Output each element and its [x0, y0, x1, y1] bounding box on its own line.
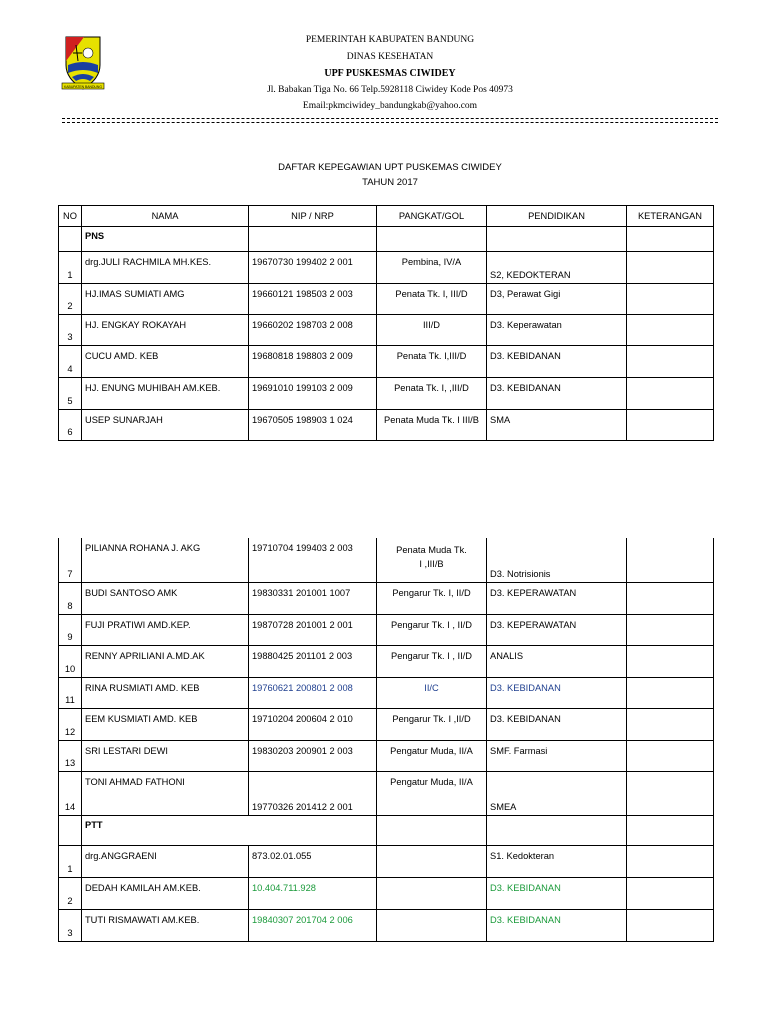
table-row: 6 USEP SUNARJAH 19670505 198903 1 024 Penata Muda Tk. I III/B SMA: [59, 410, 714, 441]
table-row: 8 BUDI SANTOSO AMK 19830331 201001 1007 Pengarur Tk. I, II/D D3. KEPERAWATAN: [59, 582, 714, 614]
table-row: 4 CUCU AMD. KEB 19680818 198803 2 009 Penata Tk. I,III/D D3. KEBIDANAN: [59, 346, 714, 378]
table-row: 1 drg.JULI RACHMILA MH.KES. 19670730 199402 2 001 Pembina, IV/A S2, KEDOKTERAN: [59, 252, 714, 284]
table-row: 2 DEDAH KAMILAH AM.KEB. 10.404.711.928 D3. KEBIDANAN: [59, 877, 714, 909]
table-row: 2 HJ.IMAS SUMIATI AMG 19660121 198503 2 003 Penata Tk. I, III/D D3, Perawat Gigi: [59, 284, 714, 315]
letterhead-department: DINAS KESEHATAN: [346, 52, 434, 62]
table-header-row: [59, 206, 714, 227]
letterhead-email: Email:pkmciwidey_bandungkab@yahoo.com: [302, 101, 478, 111]
table-row: 13 SRI LESTARI DEWI 19830203 200901 2 003 Pengatur Muda, II/A SMF. Farmasi: [59, 740, 714, 771]
staff-table-page-1: [58, 205, 714, 441]
section-row-pns: [59, 227, 714, 252]
header-nip: NIP / NRP: [249, 206, 377, 227]
header-pendidikan: PENDIDIKAN: [487, 206, 627, 227]
letterhead-address: Jl. Babakan Tiga No. 66 Telp.5928118 Ciwidey Kode Pos 40973: [267, 85, 513, 95]
header-keterangan: KETERANGAN: [627, 206, 714, 227]
header-nama: NAMA: [82, 206, 249, 227]
table-row: 3 TUTI RISMAWATI AM.KEB. 19840307 201704 2 006 D3. KEBIDANAN: [59, 909, 714, 941]
table-row: 9 FUJI PRATIWI AMD.KEP. 19870728 201001 2 001 Pengarur Tk. I , II/D D3. KEPERAWATAN: [59, 614, 714, 645]
staff-table-page-2: [58, 538, 714, 942]
document-year: TAHUN 2017: [362, 177, 418, 188]
table-row: 11 RINA RUSMIATI AMD. KEB 19760621 200801 2 008 II/C D3. KEBIDANAN: [59, 677, 714, 708]
letterhead-government: PEMERINTAH KABUPATEN BANDUNG: [305, 35, 475, 45]
table-row: 1 drg.ANGGRAENI 873.02.01.055 S1. Kedokteran: [59, 845, 714, 877]
header-pangkat: PANGKAT/GOL: [377, 206, 487, 227]
kabupaten-bandung-logo: [58, 35, 108, 91]
letterhead-divider: [62, 118, 718, 123]
table-row: 10 RENNY APRILIANI A.MD.AK 19880425 201101 2 003 Pengarur Tk. I , II/D ANALIS: [59, 645, 714, 677]
table-row: 3 HJ. ENGKAY ROKAYAH 19660202 198703 2 008 III/D D3. Keperawatan: [59, 315, 714, 346]
section-label-ptt: PTT: [82, 815, 249, 845]
table-row: 14 TONI AHMAD FATHONI 19770326 201412 2 001 Pengatur Muda, II/A SMEA: [59, 771, 714, 815]
section-label-pns: PNS: [82, 227, 249, 252]
table-row: 12 EEM KUSMIATI AMD. KEB 19710204 200604 2 010 Pengarur Tk. I ,II/D D3. KEBIDANAN: [59, 708, 714, 740]
table-row: 7 PILIANNA ROHANA J. AKG 19710704 199403 2 003 Penata Muda Tk. I ,III/B D3. Notrisionis: [59, 538, 714, 582]
table-row: 5 HJ. ENUNG MUHIBAH AM.KEB. 19691010 199103 2 009 Penata Tk. I, ,III/D D3. KEBIDANAN: [59, 378, 714, 410]
document-title: DAFTAR KEPEGAWIAN UPT PUSKEMAS CIWIDEY: [278, 162, 502, 173]
svg-text:KABUPATEN BANDUNG: KABUPATEN BANDUNG: [64, 85, 102, 89]
letterhead-unit: UPF PUSKESMAS CIWIDEY: [324, 68, 456, 79]
section-row-ptt: [59, 815, 714, 845]
header-no: NO: [59, 206, 82, 227]
